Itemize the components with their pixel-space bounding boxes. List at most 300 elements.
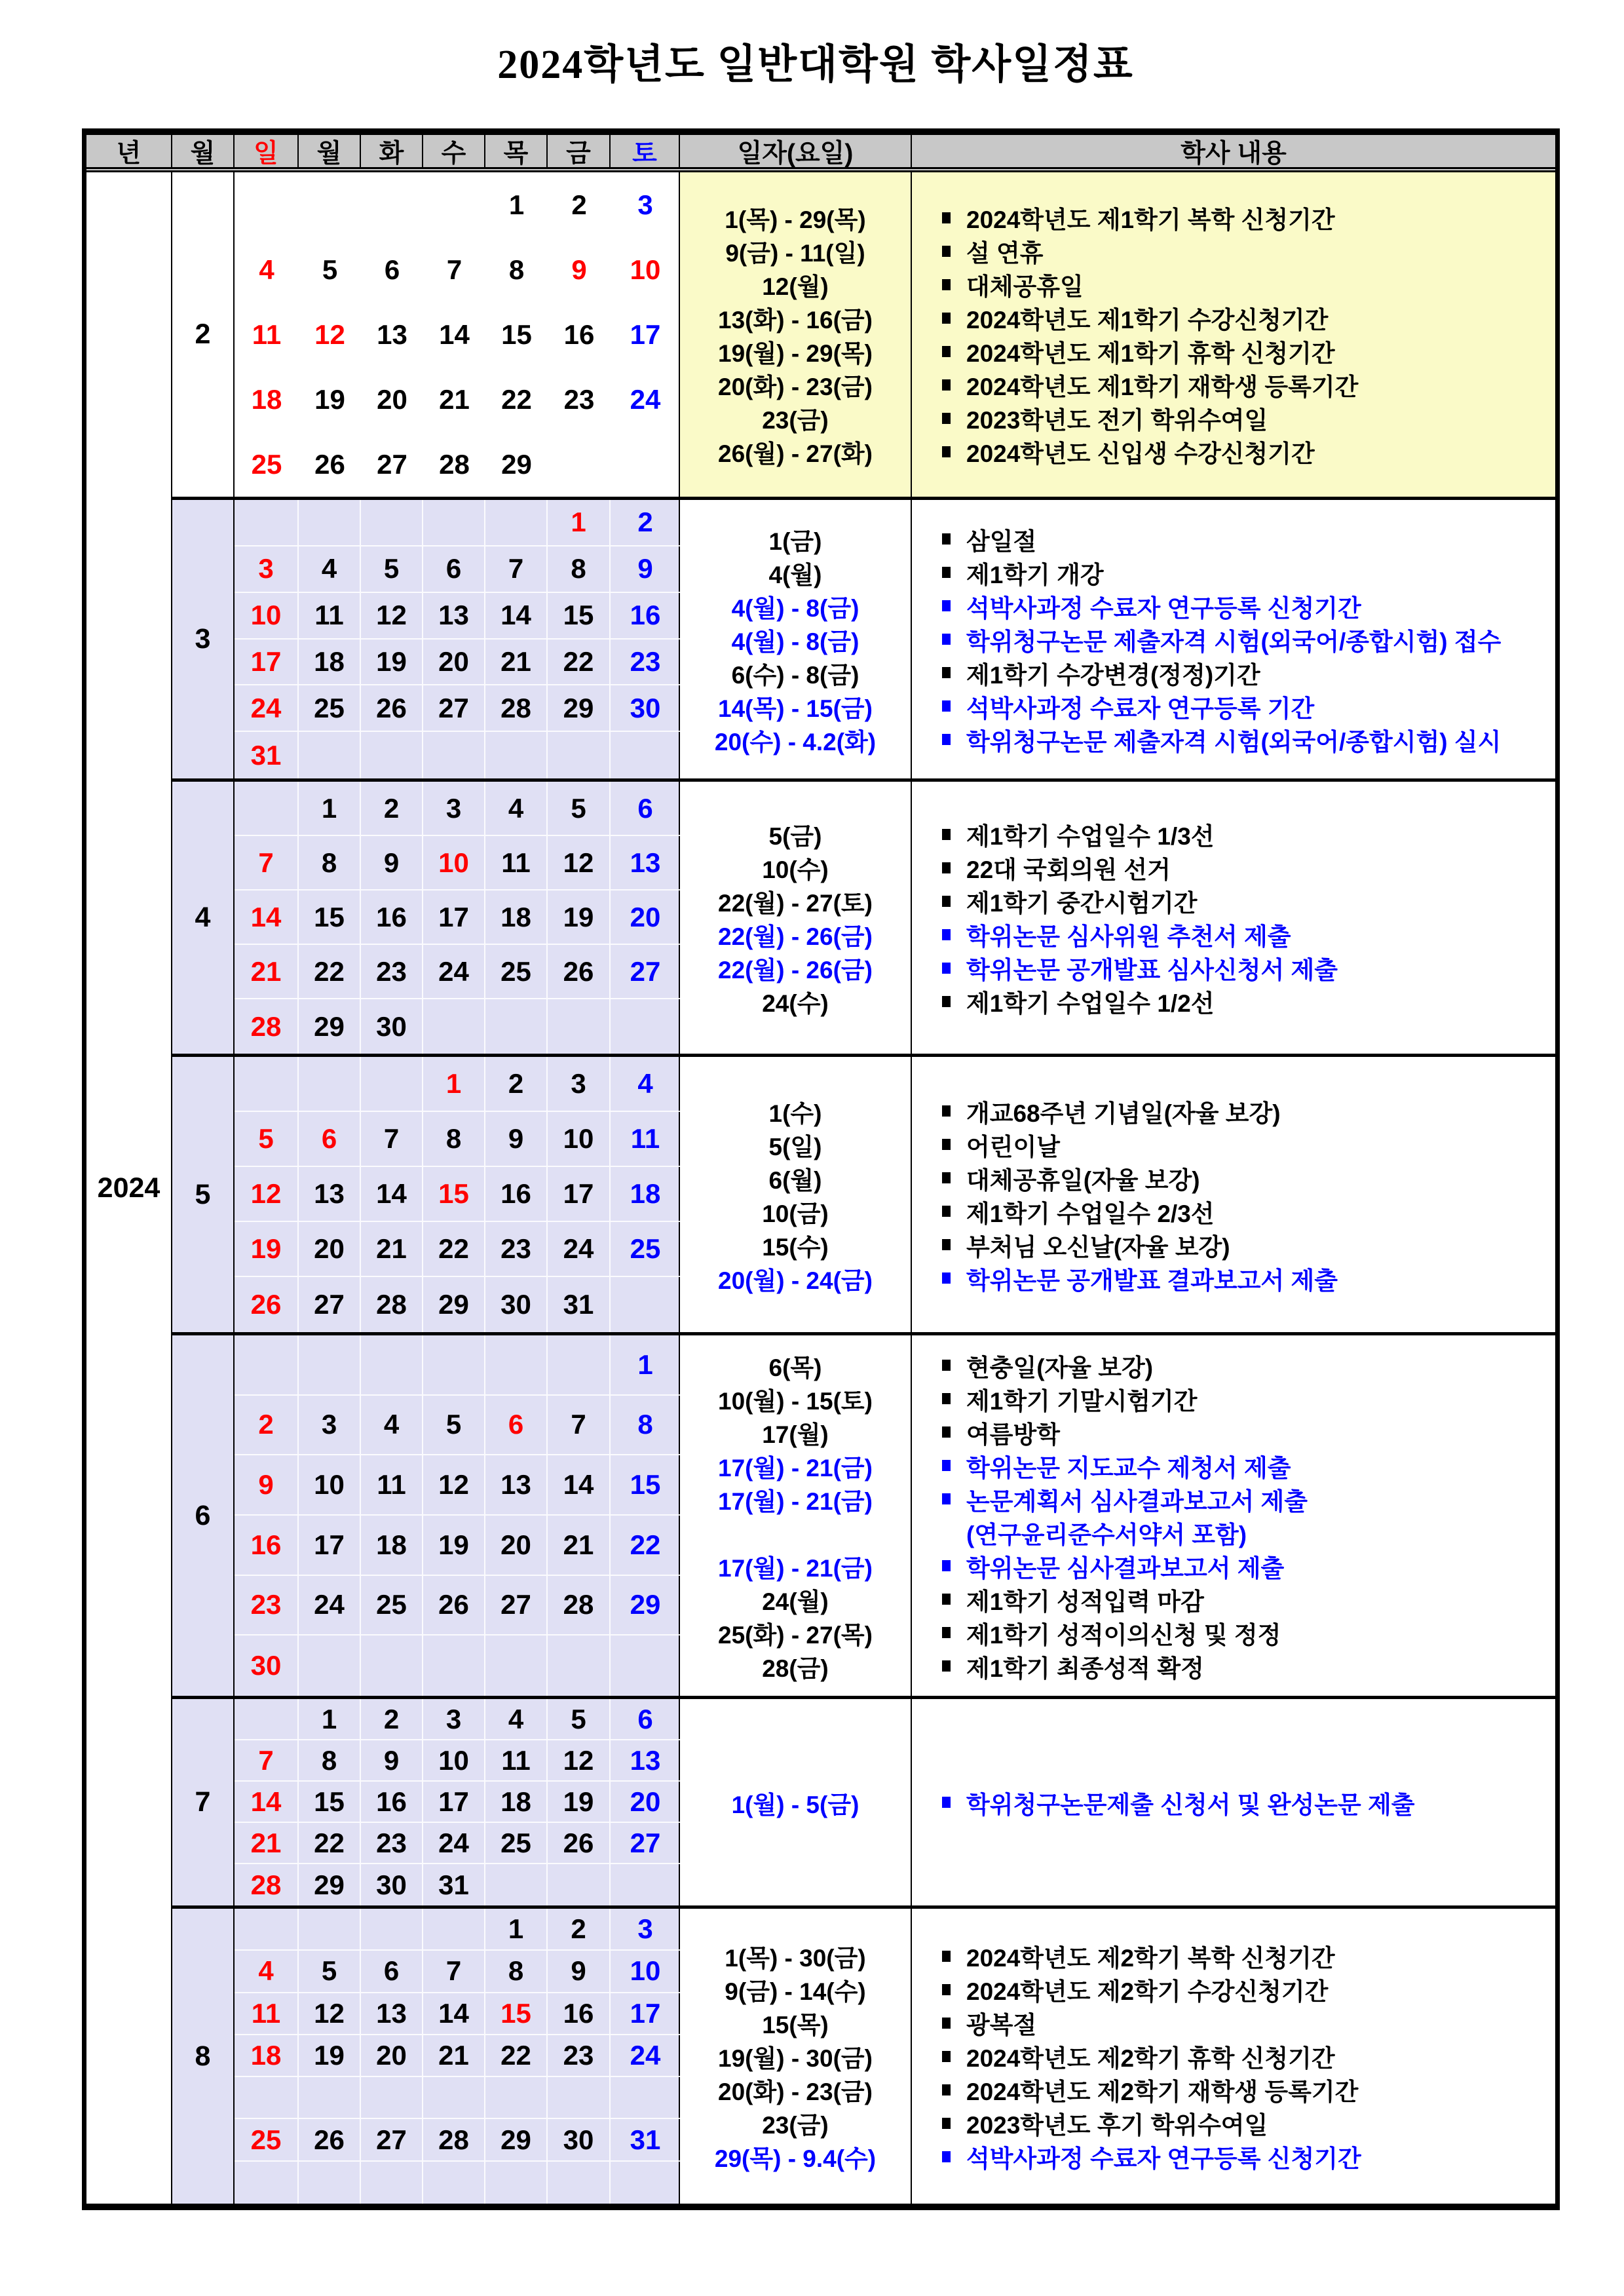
week-row bbox=[235, 1455, 680, 1516]
day-7-16: 16 bbox=[361, 1782, 423, 1822]
day-cell bbox=[361, 1636, 423, 1696]
day-cell bbox=[299, 732, 361, 778]
month-row-6 bbox=[172, 1335, 1555, 1699]
event-date: 20(수) - 4.2(화) bbox=[714, 728, 877, 756]
day-cell bbox=[423, 999, 485, 1054]
event-text: 제1학기 성적이의신청 및 정정 bbox=[966, 1621, 1281, 1649]
day-8-18: 18 bbox=[235, 2035, 299, 2076]
day-8-24: 24 bbox=[630, 2039, 661, 2071]
day-6-2: 2 bbox=[235, 1396, 299, 1455]
month-label-4: 4 bbox=[172, 782, 235, 1054]
day-cell bbox=[235, 172, 299, 237]
day-8-21: 21 bbox=[423, 2035, 485, 2076]
day-6-11: 11 bbox=[361, 1455, 423, 1514]
day-cell bbox=[611, 1277, 680, 1332]
event-text: 학위청구논문 제출자격 시험(외국어/종합시험) 실시 bbox=[966, 728, 1501, 756]
day-cell bbox=[299, 2077, 361, 2118]
date-column-month-8 bbox=[680, 1909, 912, 2204]
week-row bbox=[235, 1516, 680, 1576]
bullet-icon bbox=[942, 1984, 951, 1995]
week-row bbox=[235, 945, 680, 999]
day-4-30: 30 bbox=[361, 999, 423, 1054]
page-title: 2024학년도 일반대학원 학사일정표 bbox=[497, 43, 1134, 87]
month-label-3: 3 bbox=[172, 500, 235, 778]
week-row bbox=[235, 1057, 680, 1112]
day-3-21: 21 bbox=[485, 640, 548, 685]
event-item bbox=[942, 656, 1555, 689]
event-item bbox=[942, 335, 1555, 368]
day-7-24: 24 bbox=[423, 1823, 485, 1863]
day-2-28: 28 bbox=[439, 448, 470, 480]
day-2-14: 14 bbox=[439, 318, 470, 350]
bullet-icon bbox=[942, 1239, 951, 1250]
date-column-month-3 bbox=[680, 500, 912, 778]
event-date: 24(수) bbox=[762, 990, 829, 1017]
day-5-7: 7 bbox=[361, 1112, 423, 1166]
bullet-icon bbox=[942, 700, 951, 712]
event-item bbox=[942, 1616, 1555, 1649]
event-date: 12(월) bbox=[762, 273, 829, 300]
day-7-23: 23 bbox=[361, 1823, 423, 1863]
event-text: 학위논문 공개발표 결과보고서 제출 bbox=[966, 1267, 1338, 1294]
day-cell bbox=[485, 2162, 548, 2204]
event-date: 22(월) - 26(금) bbox=[718, 957, 873, 984]
day-8-15: 15 bbox=[485, 1993, 548, 2034]
event-item bbox=[942, 1482, 1555, 1516]
day-2-13: 13 bbox=[377, 318, 407, 350]
bullet-icon bbox=[942, 1206, 951, 1217]
event-date: 1(목) - 30(금) bbox=[725, 1945, 866, 1972]
day-4-6: 6 bbox=[637, 792, 653, 824]
day-8-20: 20 bbox=[361, 2035, 423, 2076]
day-cell bbox=[235, 1699, 299, 1739]
day-3-2: 2 bbox=[637, 507, 653, 538]
week-row bbox=[235, 237, 680, 302]
event-text: 여름방학 bbox=[966, 1421, 1060, 1448]
day-6-8: 8 bbox=[637, 1409, 653, 1440]
bullet-icon bbox=[942, 313, 951, 324]
event-text: 제1학기 기말시험기간 bbox=[966, 1387, 1198, 1415]
event-item bbox=[942, 1649, 1555, 1683]
bullet-icon bbox=[942, 634, 951, 645]
event-text: 제1학기 수업일수 1/2선 bbox=[966, 990, 1215, 1017]
day-5-25: 25 bbox=[630, 1233, 661, 1264]
week-row bbox=[235, 2119, 680, 2161]
day-7-14: 14 bbox=[235, 1782, 299, 1822]
event-date: 15(목) bbox=[762, 2012, 829, 2038]
day-4-29: 29 bbox=[299, 999, 361, 1054]
day-5-2: 2 bbox=[485, 1057, 548, 1111]
day-7-12: 12 bbox=[548, 1740, 611, 1780]
event-date: 6(수) - 8(금) bbox=[731, 661, 859, 689]
event-date: 4(월) bbox=[768, 561, 822, 588]
event-text: 2024학년도 제1학기 복학 신청기간 bbox=[966, 206, 1335, 233]
week-row bbox=[235, 890, 680, 945]
day-7-25: 25 bbox=[485, 1823, 548, 1863]
day-2-5: 5 bbox=[322, 254, 338, 285]
bullet-icon bbox=[942, 734, 951, 745]
day-7-21: 21 bbox=[235, 1823, 299, 1863]
day-3-30: 30 bbox=[630, 692, 661, 723]
day-2-1: 1 bbox=[508, 189, 525, 220]
week-row bbox=[235, 172, 680, 237]
content-column-month-6 bbox=[912, 1335, 1555, 1696]
event-text: 학위논문 공개발표 심사신청서 제출 bbox=[966, 957, 1338, 984]
day-7-5: 5 bbox=[548, 1699, 611, 1739]
event-text: 제1학기 수업일수 1/3선 bbox=[966, 823, 1215, 850]
event-item bbox=[942, 1094, 1555, 1128]
day-2-12: 12 bbox=[314, 318, 345, 350]
event-text: 2023학년도 후기 학위수여일 bbox=[966, 2112, 1268, 2139]
bullet-icon bbox=[942, 2084, 951, 2095]
day-3-15: 15 bbox=[548, 593, 611, 638]
day-cell bbox=[485, 999, 548, 1054]
event-text: 2024학년도 제2학기 재학생 등록기간 bbox=[966, 2078, 1359, 2105]
day-6-15: 15 bbox=[630, 1469, 661, 1501]
day-cell bbox=[361, 1057, 423, 1111]
day-cell bbox=[485, 1335, 548, 1394]
event-date: 6(목) bbox=[768, 1354, 822, 1381]
day-cell bbox=[548, 999, 611, 1054]
event-item bbox=[942, 201, 1555, 235]
day-6-9: 9 bbox=[235, 1455, 299, 1514]
event-date: 19(월) - 29(목) bbox=[718, 340, 873, 367]
day-2-27: 27 bbox=[377, 448, 407, 480]
event-item bbox=[942, 951, 1555, 985]
day-3-29: 29 bbox=[548, 685, 611, 731]
day-4-26: 26 bbox=[548, 945, 611, 998]
day-5-29: 29 bbox=[423, 1277, 485, 1332]
day-7-4: 4 bbox=[485, 1699, 548, 1739]
week-row bbox=[235, 1864, 680, 1905]
event-date: 1(목) - 29(목) bbox=[725, 206, 866, 233]
event-item bbox=[942, 235, 1555, 268]
day-8-8: 8 bbox=[485, 1951, 548, 1991]
day-4-21: 21 bbox=[235, 945, 299, 998]
bullet-icon bbox=[942, 963, 951, 974]
day-7-10: 10 bbox=[423, 1740, 485, 1780]
table-body bbox=[86, 172, 1555, 2204]
day-2-7: 7 bbox=[446, 254, 463, 285]
event-date: 4(월) - 8(금) bbox=[731, 594, 859, 622]
content-column-month-5 bbox=[912, 1057, 1555, 1332]
event-text: (연구윤리준수서약서 포함) bbox=[966, 1521, 1247, 1548]
day-3-23: 23 bbox=[630, 645, 661, 677]
event-item bbox=[942, 2073, 1555, 2107]
event-date: 5(일) bbox=[768, 1133, 822, 1160]
content-column-month-3 bbox=[912, 500, 1555, 778]
week-row bbox=[235, 2162, 680, 2204]
day-5-27: 27 bbox=[299, 1277, 361, 1332]
week-row bbox=[235, 1909, 680, 1951]
event-item bbox=[942, 1549, 1555, 1582]
event-date: 17(월) bbox=[762, 1421, 829, 1448]
day-cell bbox=[361, 1335, 423, 1394]
event-date: 20(월) - 24(금) bbox=[718, 1267, 873, 1294]
day-8-4: 4 bbox=[235, 1951, 299, 1991]
content-column-month-4 bbox=[912, 782, 1555, 1054]
week-row bbox=[235, 1782, 680, 1823]
calendar-grid-month-7 bbox=[235, 1699, 680, 1905]
day-cell bbox=[485, 500, 548, 545]
day-3-4: 4 bbox=[299, 546, 361, 592]
bullet-icon bbox=[942, 1660, 951, 1672]
day-5-24: 24 bbox=[548, 1222, 611, 1276]
week-row bbox=[235, 640, 680, 686]
day-2-26: 26 bbox=[314, 448, 345, 480]
event-item bbox=[942, 1195, 1555, 1228]
day-6-20: 20 bbox=[485, 1516, 548, 1575]
day-5-20: 20 bbox=[299, 1222, 361, 1276]
event-date: 26(월) - 27(화) bbox=[718, 440, 873, 467]
event-date: 1(수) bbox=[768, 1100, 822, 1127]
day-cell bbox=[423, 2077, 485, 2118]
day-3-18: 18 bbox=[299, 640, 361, 685]
event-date: 6(월) bbox=[768, 1166, 822, 1194]
day-2-21: 21 bbox=[439, 383, 470, 415]
week-row bbox=[235, 1335, 680, 1396]
event-item bbox=[942, 268, 1555, 301]
week-row bbox=[235, 593, 680, 640]
day-cell bbox=[485, 1864, 548, 1905]
day-8-6: 6 bbox=[361, 1951, 423, 1991]
event-item bbox=[942, 1161, 1555, 1195]
month-label-2: 2 bbox=[172, 172, 235, 497]
day-8-23: 23 bbox=[548, 2035, 611, 2076]
date-column-month-4 bbox=[680, 782, 912, 1054]
event-text: 개교68주년 기념일(자율 보강) bbox=[966, 1100, 1281, 1127]
event-text: 제1학기 최종성적 확정 bbox=[966, 1655, 1204, 1682]
day-4-11: 11 bbox=[485, 836, 548, 889]
date-column-month-2 bbox=[680, 172, 912, 497]
month-row-3 bbox=[172, 500, 1555, 782]
bullet-icon bbox=[942, 533, 951, 545]
header-weekdays bbox=[235, 135, 680, 167]
day-7-31: 31 bbox=[423, 1864, 485, 1905]
day-2-6: 6 bbox=[384, 254, 400, 285]
day-6-10: 10 bbox=[299, 1455, 361, 1514]
day-8-26: 26 bbox=[299, 2119, 361, 2160]
date-column-month-5 bbox=[680, 1057, 912, 1332]
day-cell bbox=[361, 2077, 423, 2118]
event-text: 대체공휴일 bbox=[966, 273, 1084, 300]
day-4-28: 28 bbox=[235, 999, 299, 1054]
event-item bbox=[942, 1516, 1555, 1549]
event-text: 부처님 오신날(자율 보강) bbox=[966, 1233, 1230, 1261]
day-7-13: 13 bbox=[630, 1744, 661, 1776]
event-item bbox=[942, 435, 1555, 469]
event-text: 논문계획서 심사결과보고서 제출 bbox=[966, 1487, 1308, 1515]
day-2-10: 10 bbox=[630, 254, 661, 285]
day-5-19: 19 bbox=[235, 1222, 299, 1276]
day-2-29: 29 bbox=[501, 448, 532, 480]
day-cell bbox=[611, 1636, 680, 1696]
day-6-13: 13 bbox=[485, 1455, 548, 1514]
event-item bbox=[942, 689, 1555, 723]
day-cell bbox=[299, 500, 361, 545]
day-4-12: 12 bbox=[548, 836, 611, 889]
event-date: 25(화) - 27(목) bbox=[718, 1621, 873, 1649]
day-7-22: 22 bbox=[299, 1823, 361, 1863]
event-item bbox=[942, 1128, 1555, 1161]
header-weekday-4: 수 bbox=[423, 135, 485, 167]
day-6-12: 12 bbox=[423, 1455, 485, 1514]
event-date: 10(금) bbox=[762, 1200, 829, 1227]
day-8-30: 30 bbox=[548, 2119, 611, 2160]
month-row-7 bbox=[172, 1699, 1555, 1909]
day-8-27: 27 bbox=[361, 2119, 423, 2160]
day-5-12: 12 bbox=[235, 1167, 299, 1221]
calendar-grid-month-3 bbox=[235, 500, 680, 778]
day-cell bbox=[361, 732, 423, 778]
event-date: 1(월) - 5(금) bbox=[731, 1791, 859, 1818]
date-column-month-6 bbox=[680, 1335, 912, 1696]
day-3-10: 10 bbox=[235, 593, 299, 638]
day-cell bbox=[611, 999, 680, 1054]
day-3-17: 17 bbox=[235, 640, 299, 685]
event-text: 학위청구논문 제출자격 시험(외국어/종합시험) 접수 bbox=[966, 628, 1501, 655]
week-row bbox=[235, 1277, 680, 1332]
bullet-icon bbox=[942, 1139, 951, 1150]
bullet-icon bbox=[942, 1627, 951, 1638]
day-7-3: 3 bbox=[423, 1699, 485, 1739]
week-row bbox=[235, 1740, 680, 1782]
month-label-6: 6 bbox=[172, 1335, 235, 1696]
day-6-1: 1 bbox=[637, 1349, 653, 1380]
day-8-28: 28 bbox=[423, 2119, 485, 2160]
bullet-icon bbox=[942, 1393, 951, 1404]
day-cell bbox=[611, 732, 680, 778]
day-4-13: 13 bbox=[630, 847, 661, 878]
event-text: 2024학년도 제1학기 휴학 신청기간 bbox=[966, 340, 1335, 367]
day-3-14: 14 bbox=[485, 593, 548, 638]
day-6-19: 19 bbox=[423, 1516, 485, 1575]
event-item bbox=[942, 522, 1555, 556]
event-text: 2024학년도 제2학기 휴학 신청기간 bbox=[966, 2045, 1335, 2072]
header-weekday-7: 토 bbox=[611, 135, 680, 167]
day-8-14: 14 bbox=[423, 1993, 485, 2034]
event-text: 대체공휴일(자율 보강) bbox=[966, 1166, 1200, 1194]
week-row bbox=[235, 432, 680, 497]
day-cell bbox=[548, 1864, 611, 1905]
header-weekday-3: 화 bbox=[361, 135, 423, 167]
event-date: 14(목) - 15(금) bbox=[718, 695, 873, 722]
day-6-21: 21 bbox=[548, 1516, 611, 1575]
bullet-icon bbox=[942, 2051, 951, 2062]
day-cell bbox=[299, 1335, 361, 1394]
day-cell bbox=[423, 500, 485, 545]
day-cell bbox=[361, 2162, 423, 2204]
day-cell bbox=[361, 500, 423, 545]
event-text: 제1학기 성적입력 마감 bbox=[966, 1588, 1204, 1615]
day-7-6: 6 bbox=[637, 1703, 653, 1734]
bullet-icon bbox=[942, 1951, 951, 1962]
day-8-7: 7 bbox=[423, 1951, 485, 1991]
day-7-7: 7 bbox=[235, 1740, 299, 1780]
event-text: 제1학기 수강변경(정정)기간 bbox=[966, 661, 1260, 689]
bullet-icon bbox=[942, 1360, 951, 1371]
day-4-27: 27 bbox=[630, 955, 661, 987]
week-row bbox=[235, 1396, 680, 1456]
day-7-30: 30 bbox=[361, 1864, 423, 1905]
header-year: 년 bbox=[86, 135, 172, 167]
event-text: 학위논문 심사결과보고서 제출 bbox=[966, 1554, 1285, 1582]
event-item bbox=[942, 1582, 1555, 1616]
day-4-10: 10 bbox=[423, 836, 485, 889]
day-5-8: 8 bbox=[423, 1112, 485, 1166]
day-8-9: 9 bbox=[548, 1951, 611, 1991]
event-date: 5(금) bbox=[768, 823, 822, 850]
day-4-22: 22 bbox=[299, 945, 361, 998]
day-8-19: 19 bbox=[299, 2035, 361, 2076]
week-row bbox=[235, 2077, 680, 2119]
date-column-month-7 bbox=[680, 1699, 912, 1905]
day-3-28: 28 bbox=[485, 685, 548, 731]
event-date: 20(화) - 23(금) bbox=[718, 2078, 873, 2105]
day-cell bbox=[548, 1636, 611, 1696]
bullet-icon bbox=[942, 996, 951, 1007]
bullet-icon bbox=[942, 212, 951, 223]
header-month: 월 bbox=[172, 135, 235, 167]
day-cell bbox=[611, 2077, 680, 2118]
day-8-12: 12 bbox=[299, 1993, 361, 2034]
day-5-14: 14 bbox=[361, 1167, 423, 1221]
week-row bbox=[235, 1576, 680, 1636]
day-7-20: 20 bbox=[630, 1786, 661, 1817]
day-4-4: 4 bbox=[485, 782, 548, 835]
bullet-icon bbox=[942, 246, 951, 257]
event-item bbox=[942, 1973, 1555, 2006]
event-date: 28(금) bbox=[762, 1655, 829, 1682]
day-cell bbox=[361, 1909, 423, 1949]
day-7-2: 2 bbox=[361, 1699, 423, 1739]
day-3-20: 20 bbox=[423, 640, 485, 685]
event-item bbox=[942, 985, 1555, 1018]
day-6-6: 6 bbox=[485, 1396, 548, 1455]
content-column-month-2 bbox=[912, 172, 1555, 497]
day-3-6: 6 bbox=[423, 546, 485, 592]
day-4-15: 15 bbox=[299, 890, 361, 944]
day-5-26: 26 bbox=[235, 1277, 299, 1332]
day-cell bbox=[235, 500, 299, 545]
day-7-18: 18 bbox=[485, 1782, 548, 1822]
week-row bbox=[235, 500, 680, 546]
day-3-25: 25 bbox=[299, 685, 361, 731]
day-5-17: 17 bbox=[548, 1167, 611, 1221]
event-date: 10(수) bbox=[762, 856, 829, 883]
event-date: 29(목) - 9.4(수) bbox=[714, 2145, 877, 2172]
day-5-23: 23 bbox=[485, 1222, 548, 1276]
bullet-icon bbox=[942, 279, 951, 290]
day-4-2: 2 bbox=[361, 782, 423, 835]
day-8-10: 10 bbox=[630, 1955, 661, 1987]
bullet-icon bbox=[942, 1493, 951, 1504]
day-2-8: 8 bbox=[508, 254, 525, 285]
day-2-4: 4 bbox=[259, 254, 274, 285]
event-item bbox=[942, 1382, 1555, 1415]
day-cell bbox=[423, 172, 485, 237]
day-4-25: 25 bbox=[485, 945, 548, 998]
event-date: 24(월) bbox=[762, 1588, 829, 1615]
day-cell bbox=[235, 1335, 299, 1394]
bullet-icon bbox=[942, 600, 951, 611]
day-3-26: 26 bbox=[361, 685, 423, 731]
calendar-grid-month-6 bbox=[235, 1335, 680, 1696]
day-5-4: 4 bbox=[637, 1068, 653, 1099]
week-row bbox=[235, 1993, 680, 2035]
day-cell bbox=[548, 1335, 611, 1394]
event-date: 19(월) - 30(금) bbox=[718, 2045, 873, 2072]
